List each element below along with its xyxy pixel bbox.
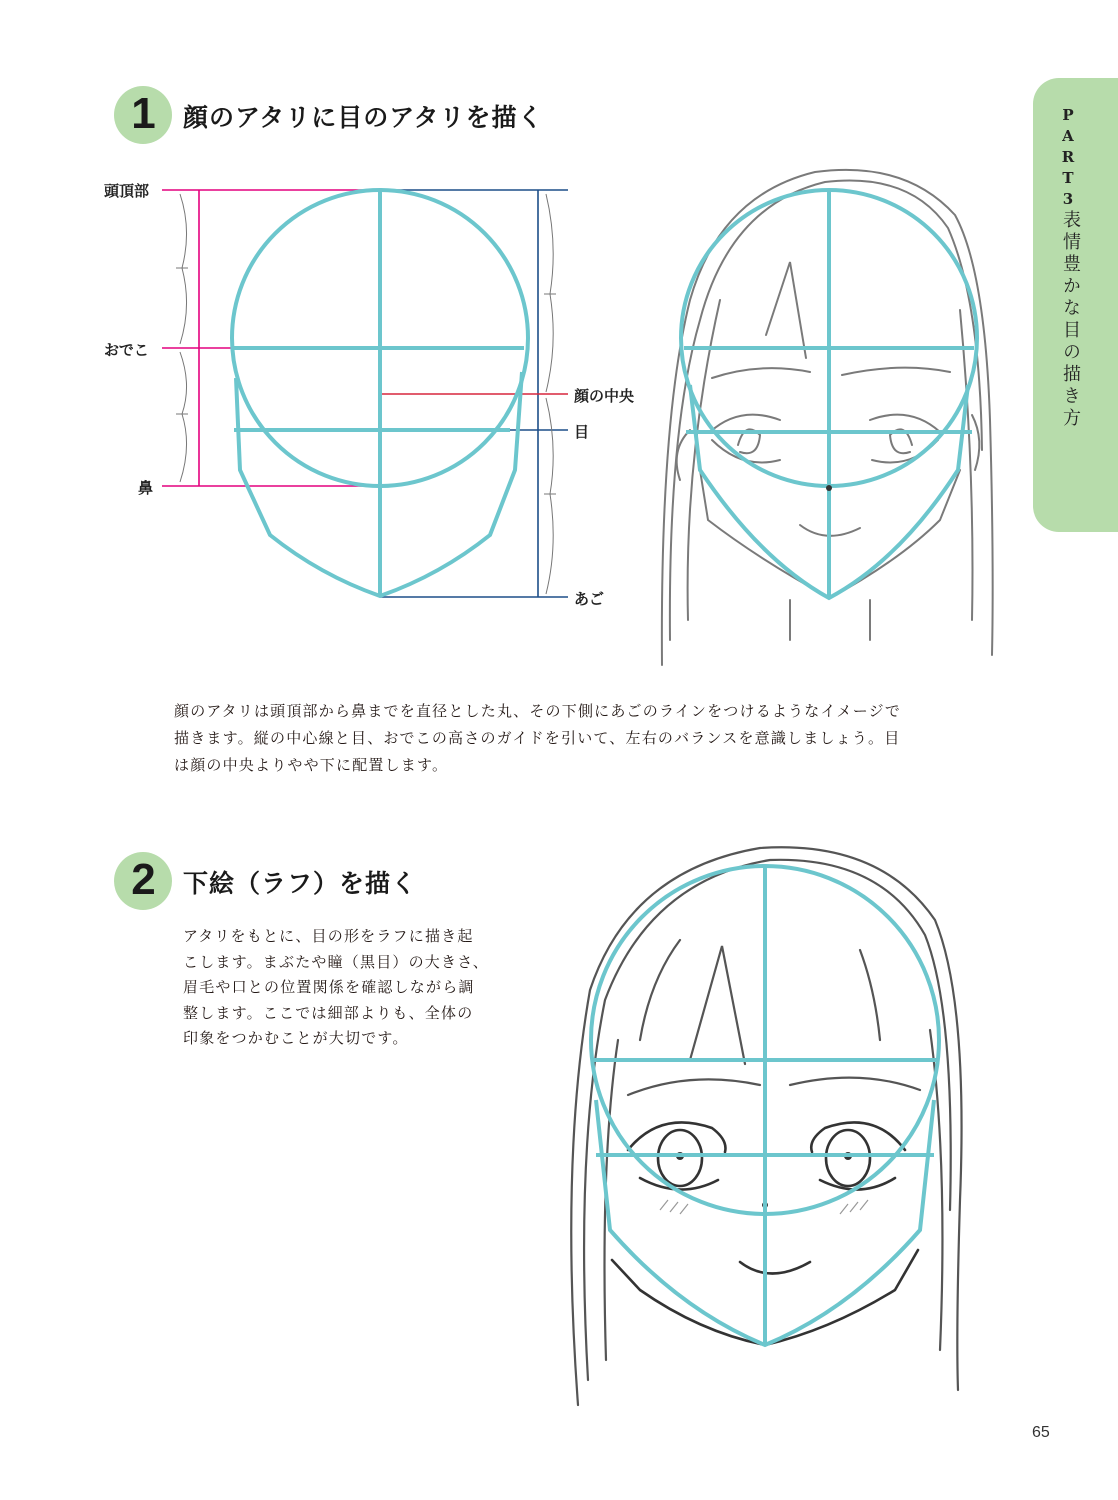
step-1-title: 顔のアタリに目のアタリを描く	[183, 103, 544, 132]
label-face-center: 顔の中央	[574, 387, 635, 405]
label-forehead: おでこ	[104, 341, 149, 359]
label-crown: 頭頂部	[104, 182, 150, 200]
body-line: 顔のアタリは頭頂部から鼻までを直径とした丸、その下側にあごのラインをつけるようなイメージで	[174, 702, 902, 720]
page-number: 65	[1032, 1424, 1050, 1441]
part-letter: P	[1062, 106, 1074, 124]
body-line: 印象をつかむことが大切です。	[183, 1029, 409, 1047]
body-line: アタリをもとに、目の形をラフに描き起	[183, 927, 474, 945]
label-chin: あご	[574, 590, 605, 608]
label-nose: 鼻	[138, 479, 154, 497]
body-line: 整します。ここでは細部よりも、全体の	[183, 1003, 474, 1022]
part-number: 3	[1062, 190, 1074, 208]
label-eye: 目	[574, 423, 590, 441]
part-letter: R	[1061, 148, 1075, 166]
body-line: こします。まぶたや瞳（黒目）の大きさ、	[183, 952, 490, 971]
body-line: 描きます。縦の中心線と目、おでこの高さのガイドを引いて、左右のバランスを意識しましょう。目	[174, 729, 901, 747]
step-1-number: 1	[131, 89, 155, 138]
part-letter: T	[1062, 169, 1074, 187]
step-2-number: 2	[131, 855, 155, 904]
part-letter: A	[1062, 127, 1074, 145]
step-2-title: 下絵（ラフ）を描く	[183, 869, 418, 898]
face-sketch-2-guides	[591, 866, 939, 1345]
body-line: 眉毛や口との位置関係を確認しながら調	[183, 978, 475, 996]
body-line: は顔の中央よりやや下に配置します。	[174, 756, 449, 774]
chapter-title: 表情豊かな目の描き方	[1060, 210, 1081, 430]
